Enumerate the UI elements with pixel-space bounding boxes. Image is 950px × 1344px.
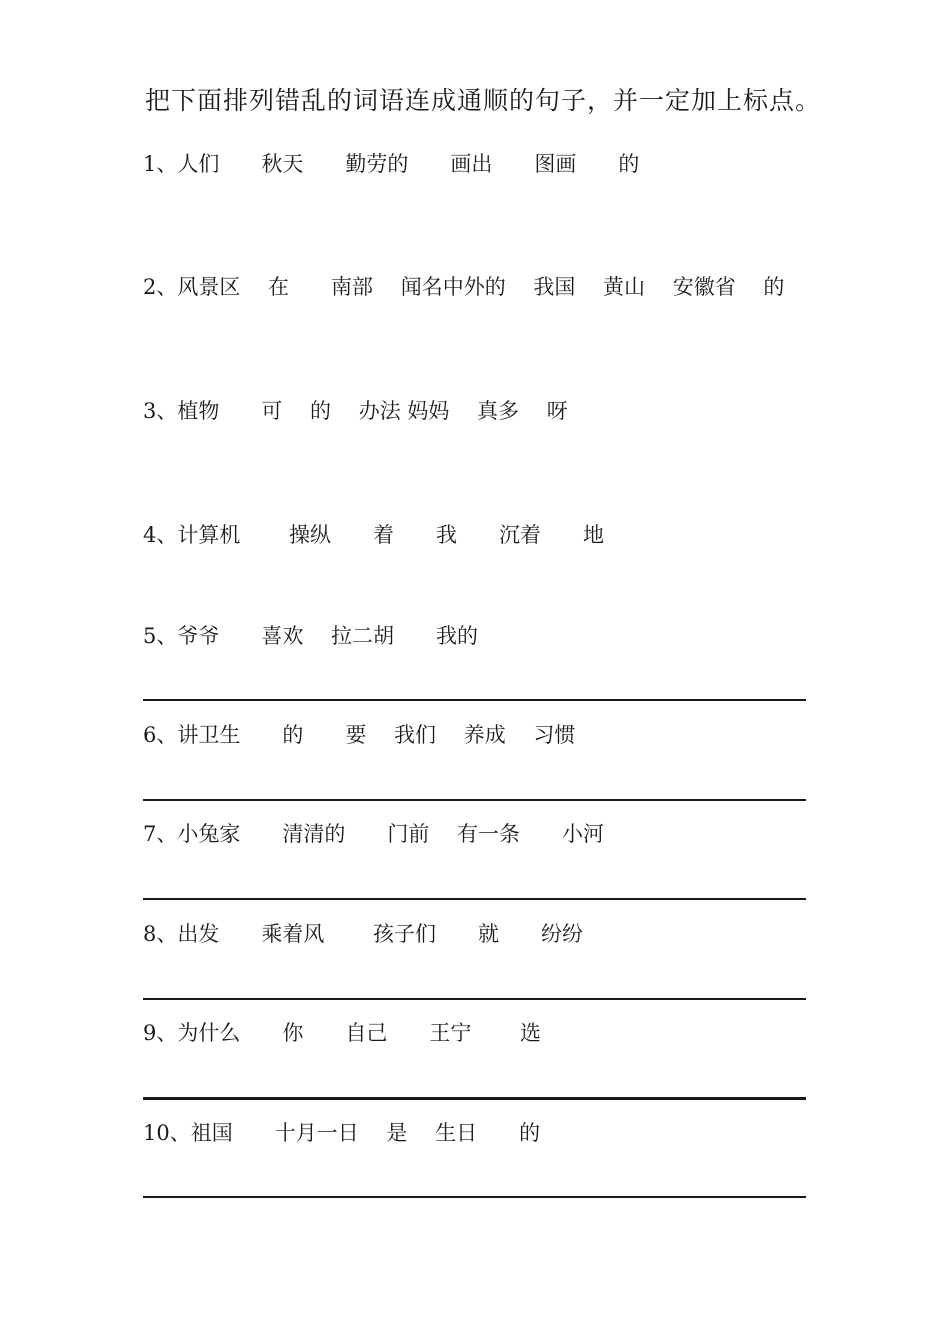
question-3: 3、植物 可 的 办法 妈妈 真多 呀 [143,399,568,423]
question-4: 4、计算机 操纵 着 我 沉着 地 [143,523,605,547]
answer-line-5 [143,699,806,701]
answer-line-8 [143,998,806,1000]
question-10: 10、祖国 十月一日 是 生日 的 [143,1121,541,1145]
instruction-heading: 把下面排列错乱的词语连成通顺的句子，并一定加上标点。 [145,86,822,115]
question-2: 2、风景区 在 南部 闻名中外的 我国 黄山 安徽省 的 [143,275,785,299]
answer-line-7 [143,898,806,900]
answer-line-6 [143,799,806,801]
question-8: 8、出发 乘着风 孩子们 就 纷纷 [143,922,584,946]
question-5: 5、爷爷 喜欢 拉二胡 我的 [143,624,479,648]
question-1: 1、人们 秋天 勤劳的 画出 图画 的 [143,152,640,176]
answer-line-10 [143,1196,806,1198]
question-9: 9、为什么 你 自己 王宁 选 [143,1021,542,1045]
question-7: 7、小兔家 清清的 门前 有一条 小河 [143,822,605,846]
answer-line-9 [143,1097,806,1100]
question-6: 6、讲卫生 的 要 我们 养成 习惯 [143,723,576,747]
